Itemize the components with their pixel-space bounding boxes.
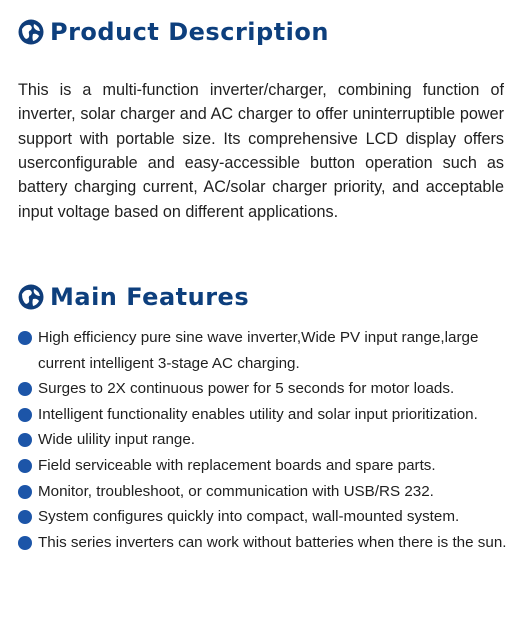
feature-text: Wide ulility input range. [38, 431, 196, 449]
bullet-dot-icon [18, 510, 32, 524]
globe-icon [18, 19, 44, 45]
feature-text: High efficiency pure sine wave inverter,Wide PV input range,large current intelligent 3-stage AC charging. [38, 329, 479, 372]
list-item [18, 453, 508, 479]
list-item [18, 427, 508, 453]
bullet-dot-icon [18, 459, 32, 473]
section-title: Main Features [50, 283, 250, 311]
feature-text: Field serviceable with replacement boards and spare parts. [38, 456, 436, 474]
list-item [18, 504, 508, 530]
bullet-dot-icon [18, 536, 32, 550]
feature-text: Intelligent functionality enables utility and solar input prioritization. [38, 405, 478, 423]
list-item [18, 530, 508, 556]
list-item [18, 325, 508, 376]
features-list [18, 325, 508, 555]
list-item [18, 402, 508, 428]
list-item [18, 479, 508, 505]
bullet-dot-icon [18, 408, 32, 422]
main-features-heading [18, 283, 249, 311]
section-title: Product Description [50, 18, 329, 46]
feature-text: Monitor, troubleshoot, or communication with USB/RS 232. [38, 482, 434, 500]
feature-text: Surges to 2X continuous power for 5 seconds for motor loads. [38, 380, 455, 398]
bullet-dot-icon [18, 433, 32, 447]
bullet-dot-icon [18, 331, 32, 345]
list-item [18, 376, 508, 402]
bullet-dot-icon [18, 382, 32, 396]
bullet-dot-icon [18, 485, 32, 499]
globe-icon [18, 284, 44, 310]
product-description-heading [18, 18, 329, 46]
product-description-text: This is a multi-function inverter/charger, combining function of inverter, solar charger and AC charger to offer uninterruptible power support with portable size. Its comprehensive LCD display offers userconfigurable and easy-accessible button operation such as battery charging current, AC/solar charger priority, and acceptable input voltage based on different applications. [18, 81, 504, 221]
feature-text: This series inverters can work without batteries when there is the sun. [38, 533, 507, 551]
feature-text: System configures quickly into compact, wall-mounted system. [38, 508, 460, 526]
